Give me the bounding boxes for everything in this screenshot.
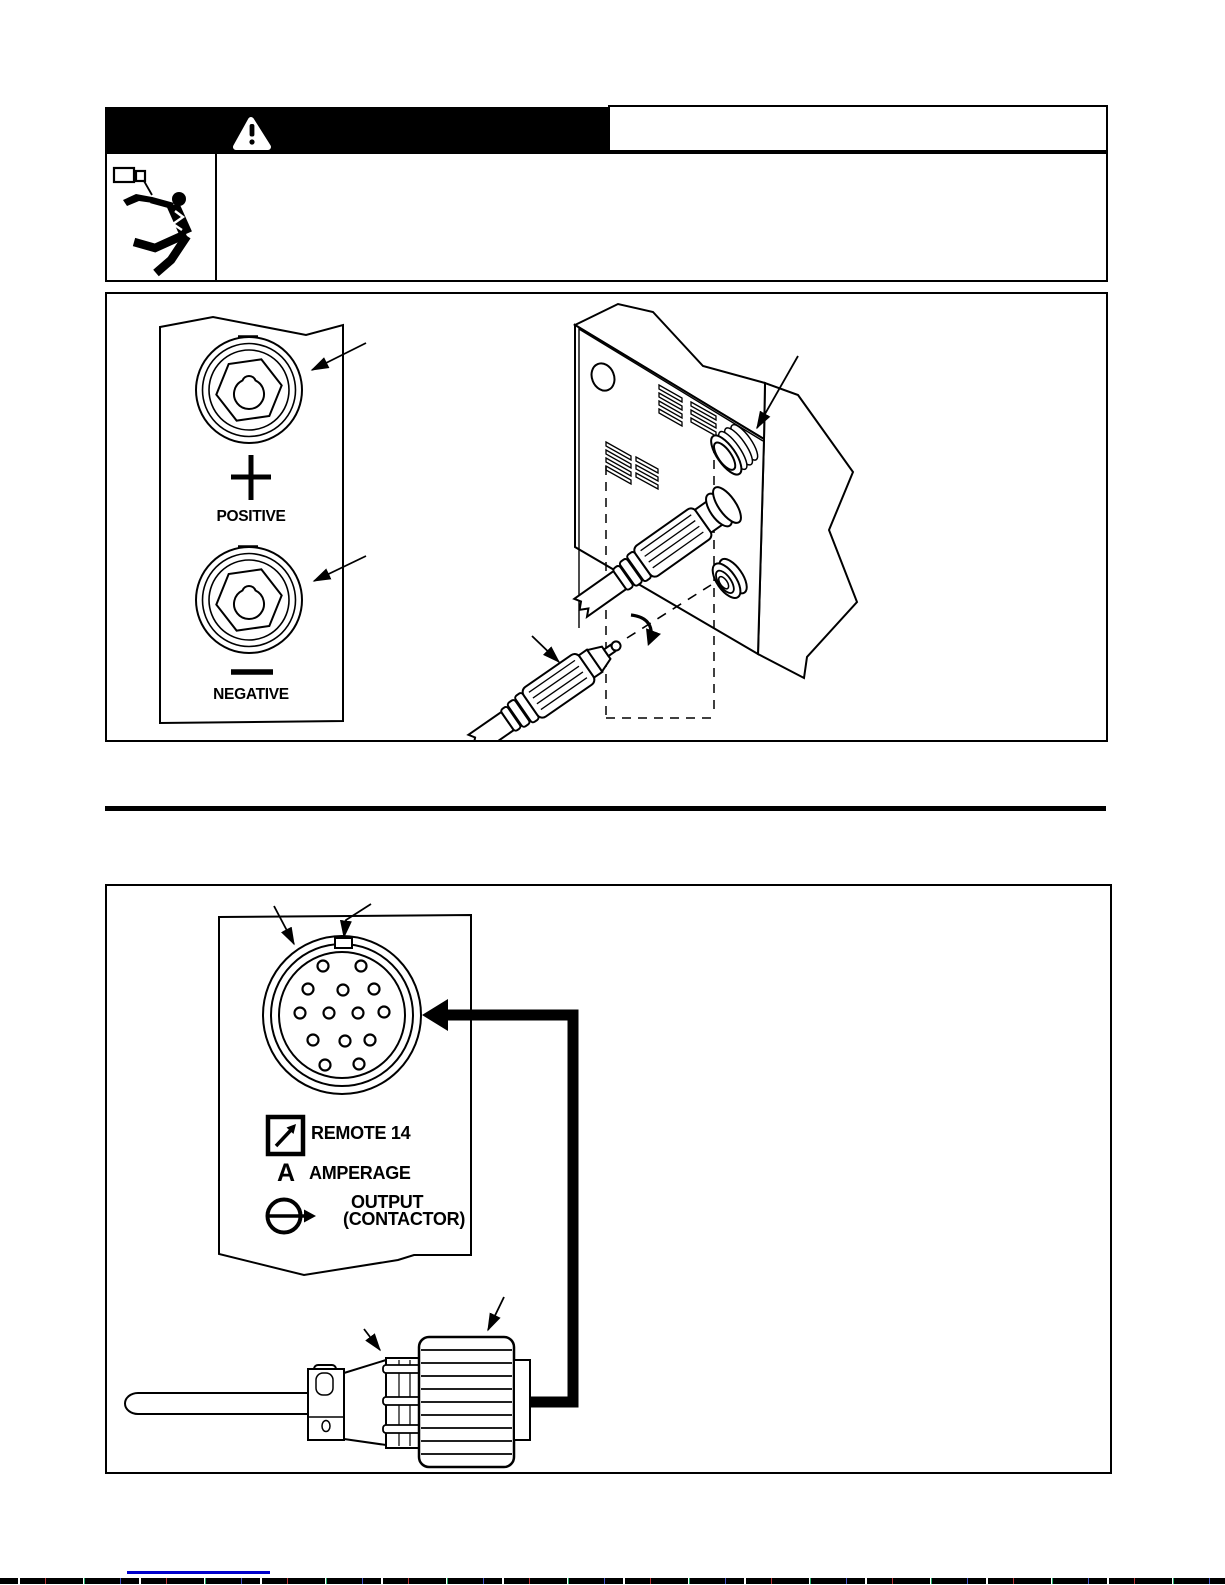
- output-label-line1: OUTPUT: [351, 1192, 424, 1212]
- warning-triangle-icon: [105, 107, 610, 152]
- remote-plug-connector: [125, 1337, 530, 1467]
- warning-body: [105, 152, 1108, 282]
- output-terminal-panel: [160, 317, 343, 723]
- section-divider: [105, 806, 1106, 811]
- amperage-label: AMPERAGE: [309, 1163, 411, 1183]
- plug-body-end: [514, 1360, 530, 1440]
- warning-title-bar: [105, 107, 610, 152]
- unplugged-cable-connector: [463, 629, 630, 740]
- callout-arrow-connector: [532, 636, 559, 662]
- negative-output-receptacle: [196, 547, 302, 653]
- negative-label: NEGATIVE: [213, 686, 289, 703]
- callout-arrow-collar: [364, 1329, 380, 1350]
- rotate-to-lock-arrow: [631, 615, 651, 643]
- callout-arrow-nut: [488, 1297, 504, 1330]
- positive-output-receptacle: [196, 337, 302, 443]
- electric-shock-icon: [107, 154, 217, 280]
- ribbed-collar: [383, 1358, 421, 1448]
- output-label-line2: (CONTACTOR): [343, 1209, 466, 1229]
- figure-remote-receptacle: [105, 884, 1112, 1474]
- positive-label: POSITIVE: [216, 508, 286, 525]
- scan-noise-line: [0, 1578, 1225, 1584]
- remote-14-receptacle: [263, 936, 421, 1094]
- figure-weld-output-terminals: [105, 292, 1108, 742]
- remote-label: REMOTE 14: [311, 1123, 411, 1143]
- plug-cable: [125, 1393, 308, 1414]
- strain-relief-taper: [344, 1360, 386, 1445]
- amperage-icon: A: [276, 1159, 296, 1187]
- hyperlink-underline: [127, 1571, 270, 1574]
- warning-header-cell: [608, 105, 1108, 152]
- knurled-coupling-nut: [419, 1337, 514, 1467]
- keyway-notch: [335, 938, 352, 948]
